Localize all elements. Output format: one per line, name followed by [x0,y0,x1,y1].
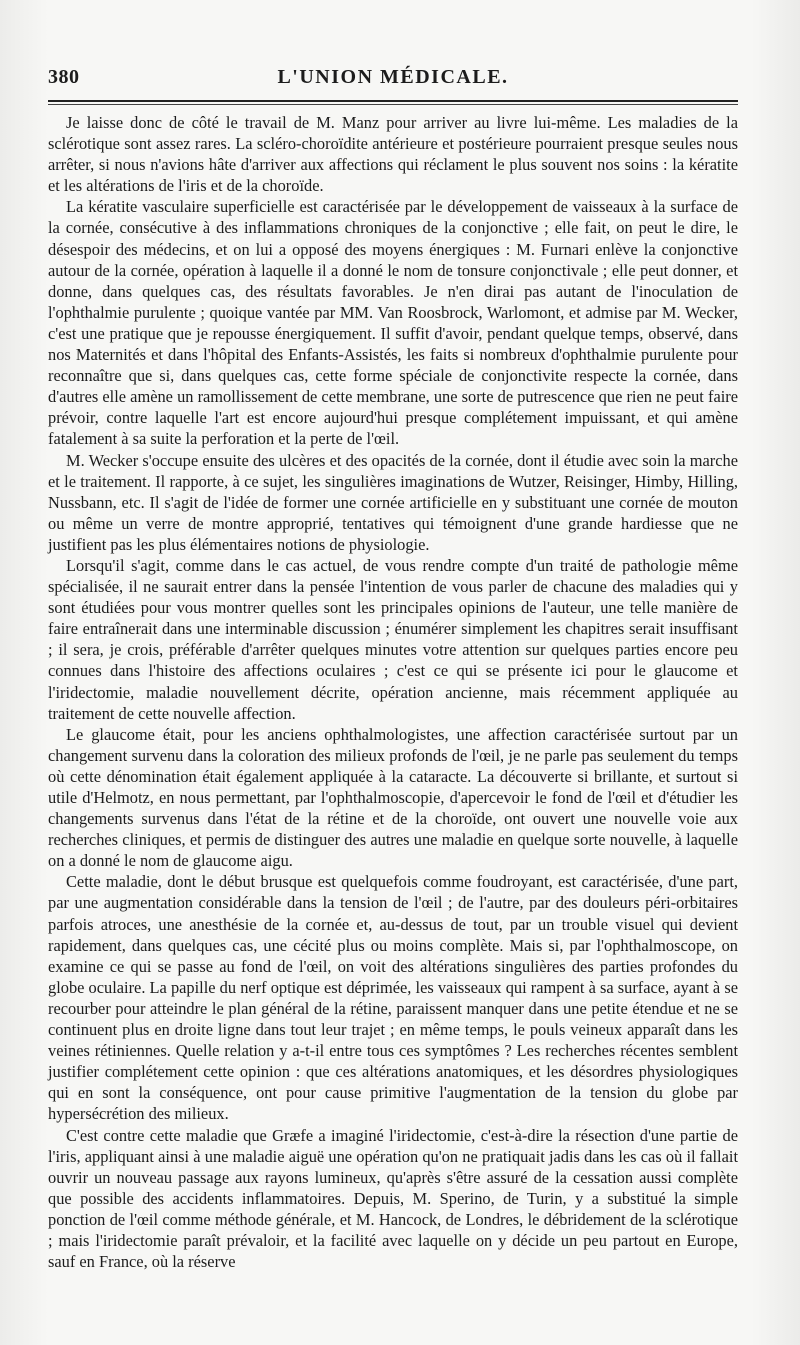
paragraph: C'est contre cette maladie que Græfe a imaginé l'iridectomie, c'est-à-dire la résection d'une partie de l'iris, appliquant ainsi à une maladie aiguë une opération qu'on ne pratiquait jadis dans les cas où il fallait ouvrir un nouveau passage aux rayons lumineux, qu'après s'être assuré de la cessation aussi complète que possible des accidents inflammatoires. Depuis, M. Sperino, de Turin, y a substitué la simple ponction de l'œil comme méthode générale, et M. Hancock, de Londres, le débridement de la sclérotique ; mais l'iridectomie paraît prévaloir, et la facilité avec laquelle on y décide un peu partout en Europe, sauf en France, où la réserve [48,1125,738,1272]
page-number: 380 [48,66,80,88]
page-header [48,62,738,92]
paragraph: Cette maladie, dont le début brusque est quelquefois comme foudroyant, est caractérisée, d'une part, par une augmentation considérable dans la tension de l'œil ; de l'autre, par des douleurs péri-orbitaires parfois atroces, une anesthésie de la cornée et, au-dessus de tout, par un trouble visuel qui devient rapidement, dans quelques cas, une cécité plus ou moins complète. Mais si, par l'ophthalmoscope, on examine ce qui se passe au fond de l'œil, on voit des altérations singulières des parties profondes du globe oculaire. La papille du nerf optique est déprimée, les vaisseaux qui rampent à sa surface, ayant à se recourber pour atteindre le plan général de la rétine, paraissent manquer dans une petite étendue et ne se continuent plus en droite ligne dans tout leur trajet ; en même temps, le pouls veineux apparaît dans les veines rétiniennes. Quelle relation y a-t-il entre tous ces symptômes ? Les recherches récentes semblent justifier complétement cette opinion : que ces altérations anatomiques, et les désordres physiologiques qui en sont la conséquence, ont pour cause primitive l'augmentation de la tension du globe par hypersécrétion des milieux. [48,872,738,1124]
paragraph: Je laisse donc de côté le travail de M. Manz pour arriver au livre lui-même. Les maladies de la sclérotique sont assez rares. La scléro-choroïdite antérieure et postérieure pourraient presque seules nous arrêter, si nous n'avions hâte d'arriver aux affections qui réclament le plus souvent nos soins : la kératite et les altérations de l'iris et de la choroïde. [48,113,738,196]
paragraph: La kératite vasculaire superficielle est caractérisée par le développement de vaisseaux à la surface de la cornée, consécutive à des inflammations chroniques de la conjonctive ; elle fait, on peut le dire, le désespoir des médecins, et on lui a opposé des moyens énergiques : M. Furnari enlève la conjonctive autour de la cornée, opération à laquelle il a donné le nom de tonsure conjonctivale ; elle peut donner, et donne, dans quelques cas, des résultats favorables. Je n'en dirai pas autant de l'inoculation de l'ophthalmie purulente ; quoique vantée par MM. Van Roosbrock, Warlomont, et admise par M. Wecker, c'est une pratique que je repousse énergiquement. Il suffit d'avoir, pendant quelque temps, observé, dans nos Maternités et dans l'hôpital des Enfants-Assistés, les faits si nombreux d'ophthalmie purulente pour reconnaître que si, dans quelques cas, cette forme spéciale de conjonctivite respecte la cornée, dans d'autres elle amène un ramollissement de cette membrane, une sorte de putrescence que rien ne peut faire prévoir, contre laquelle l'art est encore aujourd'hui presque complétement impuissant, et qui amène fatalement à sa suite la perforation et la perte de l'œil. [48,197,738,449]
running-title: L'UNION MÉDICALE. [277,66,509,88]
paragraph: Le glaucome était, pour les anciens ophthalmologistes, une affection caractérisée surtout par un changement survenu dans la coloration des milieux profonds de l'œil, je ne parle pas seulement du temps où cette dénomination était également appliquée à la cataracte. La découverte si brillante, et surtout si utile d'Helmotz, en nous permettant, par l'ophthalmoscopie, d'apercevoir le fond de l'œil et d'étudier les changements survenus dans l'état de la rétine et de la choroïde, ont ouvert une nouvelle voie aux recherches cliniques, et permis de distinguer des autres une maladie en quelque sorte nouvelle, à laquelle on a donné le nom de glaucome aigu. [48,724,738,871]
header-rule-thin [48,104,738,105]
paragraph: M. Wecker s'occupe ensuite des ulcères et des opacités de la cornée, dont il étudie avec soin la marche et le traitement. Il rapporte, à ce sujet, les singulières imaginations de Wutzer, Reisinger, Himby, Hilling, Nussbann, etc. Il s'agit de l'idée de former une cornée artificielle en y substituant une cornée de mouton ou même un verre de montre approprié, tentatives qui témoignent d'une grande hardiesse que ne justifient pas les plus élémentaires notions de physiologie. [48,450,738,554]
header-rule [48,100,738,102]
paragraph: Lorsqu'il s'agit, comme dans le cas actuel, de vous rendre compte d'un traité de pathologie même spécialisée, il ne saurait entrer dans la pensée l'intention de vous parler de chacune des maladies qui y sont étudiées pour vous montrer quelles sont les principales opinions de l'auteur, une telle manière de faire entraînerait dans une interminable discussion ; énumérer simplement les chapitres serait insuffisant ; il sera, je crois, préférable d'arrêter quelques minutes votre attention sur quelques parties encore peu connues dans l'histoire des affections oculaires ; c'est ce qui se présente ici pour le glaucome et l'iridectomie, maladie nouvellement décrite, opération ancienne, mais récemment appliquée au traitement de cette nouvelle affection. [48,555,738,723]
article-body [48,112,738,1272]
